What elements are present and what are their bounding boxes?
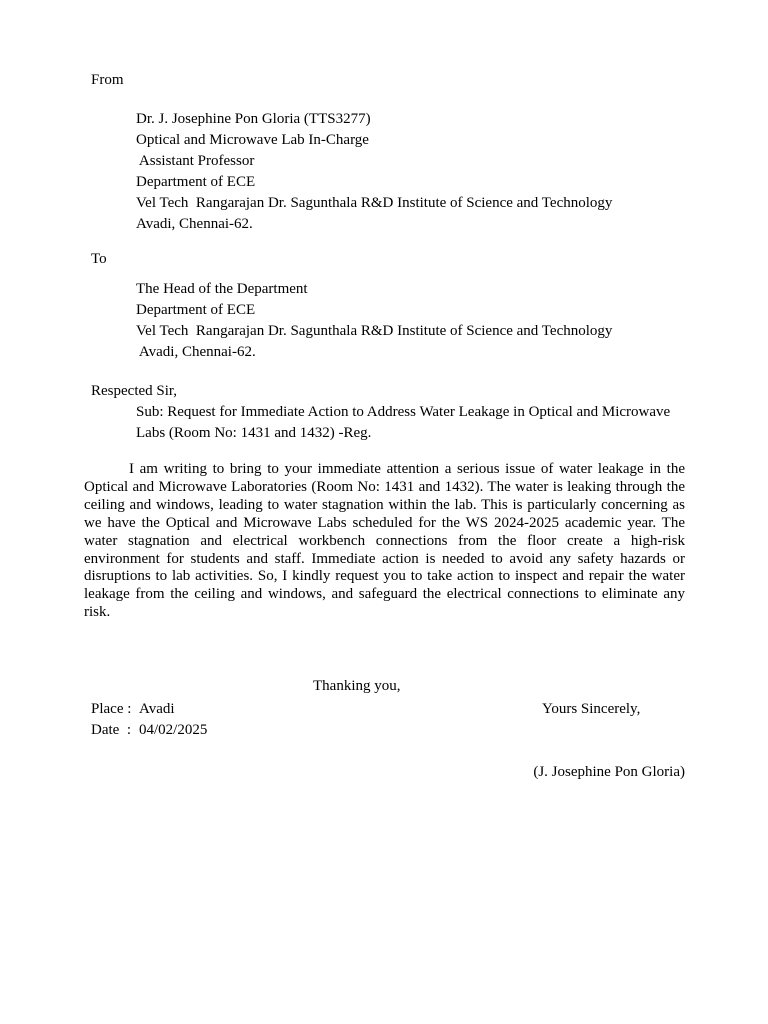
to-line: Department of ECE xyxy=(136,302,256,318)
subject xyxy=(136,402,670,444)
body-paragraph xyxy=(84,461,685,622)
place-value: Avadi xyxy=(139,701,175,717)
from-line: Department of ECE xyxy=(136,174,256,190)
from-line: Vel Tech Rangarajan Dr. Sagunthala R&D Institute of Science and Technology xyxy=(136,195,613,211)
to-line: Avadi, Chennai-62. xyxy=(136,344,256,360)
salutation: Respected Sir, xyxy=(91,383,178,399)
subject-line: Labs (Room No: 1431 and 1432) -Reg. xyxy=(136,425,372,441)
to-label: To xyxy=(91,251,107,267)
to-line: The Head of the Department xyxy=(136,281,308,297)
from-address xyxy=(136,109,612,235)
from-label: From xyxy=(91,72,124,88)
place-label: Place : xyxy=(91,701,132,717)
to-address xyxy=(136,279,612,363)
from-line: Avadi, Chennai-62. xyxy=(136,216,253,232)
signature-name: (J. Josephine Pon Gloria) xyxy=(533,764,685,780)
date-value: 04/02/2025 xyxy=(139,722,208,738)
body-text: I am writing to bring to your immediate attention a serious issue of water leakage in the Optical and Microwave Laboratories (Room No: 1431 and 1432). The water is leaking through the ceiling and windows, leading to water stagnation within the lab. This is particularly concerning as we have the Optical and Microwave Labs scheduled for the WS 2024-2025 academic year. The water stagnation and electrical workbench connections from the floor create a high-risk environment for students and staff. Immediate action is needed to avoid any safety hazards or disruptions to lab activities. So, I kindly request you to take action to inspect and repair the water leakage from the ceiling and windows, and safeguard the electrical connections to eliminate any risk. xyxy=(84,461,685,621)
thanking-line: Thanking you, xyxy=(313,678,401,694)
from-line: Assistant Professor xyxy=(136,153,255,169)
from-line: Optical and Microwave Lab In-Charge xyxy=(136,132,369,148)
date-label: Date : xyxy=(91,722,131,738)
closing: Yours Sincerely, xyxy=(542,701,641,717)
from-line: Dr. J. Josephine Pon Gloria (TTS3277) xyxy=(136,111,371,127)
subject-line: Sub: Request for Immediate Action to Address Water Leakage in Optical and Microwave xyxy=(136,404,671,420)
to-line: Vel Tech Rangarajan Dr. Sagunthala R&D Institute of Science and Technology xyxy=(136,323,613,339)
